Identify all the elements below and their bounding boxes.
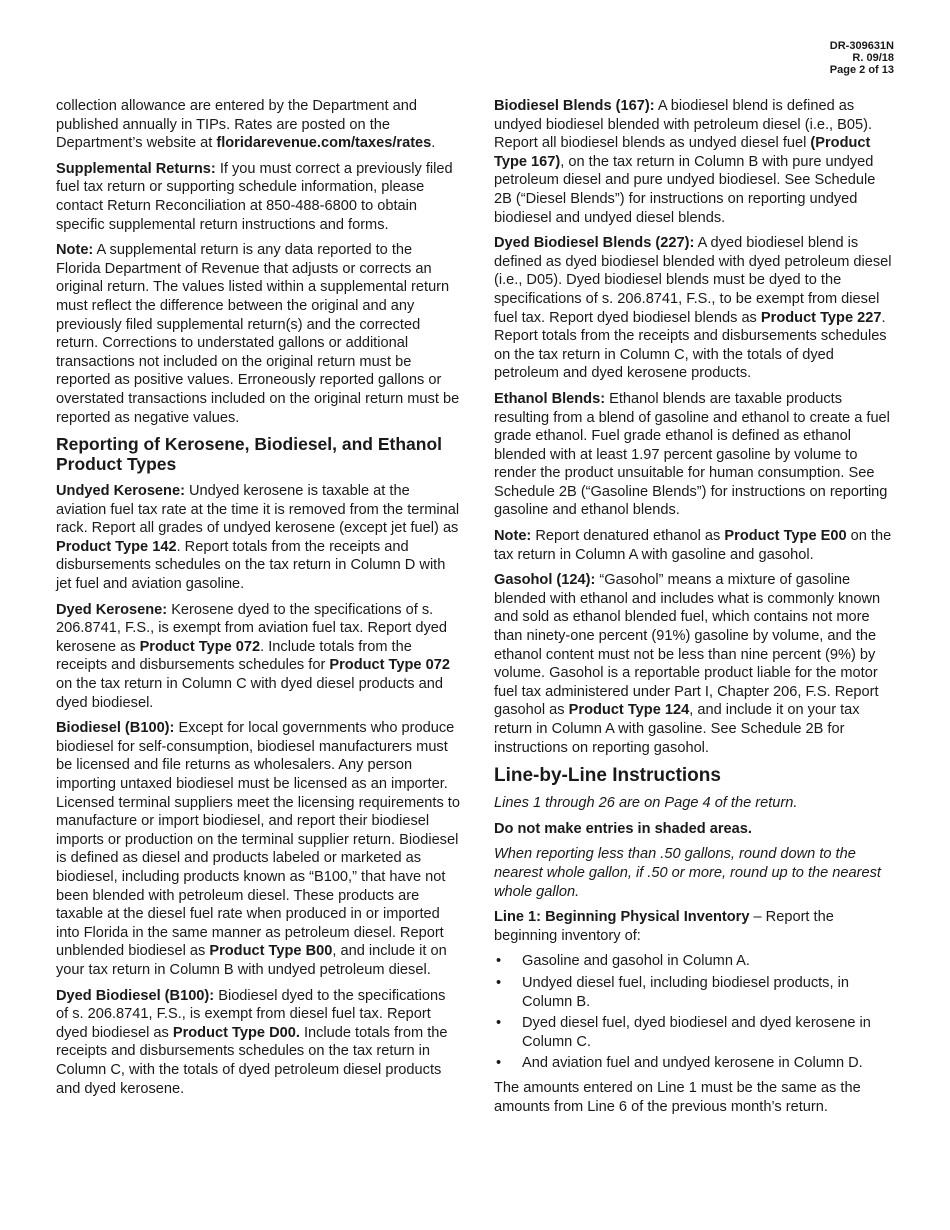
lines-location-note: Lines 1 through 26 are on Page 4 of the return. xyxy=(494,795,798,812)
line1-closing-note: The amounts entered on Line 1 must be the same as the amounts from Line 6 of the previous month’s return. xyxy=(494,1079,861,1115)
dyed-biodiesel-blends-paragraph: Dyed Biodiesel Blends (227): A dyed biodiesel blend is defined as dyed biodiesel blended with dyed petroleum diesel (i.e., D05). Dyed biodiesel blends must be dyed to the specifications of s. 206.8741, F.S., to be exempt from diesel fuel tax. Report dyed biodiesel blends as Product Type 227. Report totals from the receipts and disbursements schedules on the tax return in Column C, with the totals of dyed petroleum and dyed kerosene products. xyxy=(494,235,892,382)
dyed-kerosene-paragraph: Dyed Kerosene: Kerosene dyed to the specifications of s. 206.8741, F.S., is exempt from aviation fuel tax. Report dyed kerosene as Product Type 072. Include totals from the receipts and disbursements schedules for Product Type 072 on the tax return in Column C with dyed diesel products and dyed biodiesel. xyxy=(56,601,450,711)
revision-date: R. 09/18 xyxy=(852,52,894,64)
form-number: DR-309631N xyxy=(829,40,894,52)
website-link: floridarevenue.com/taxes/rates xyxy=(216,135,432,152)
line-by-line-heading: Line-by-Line Instructions xyxy=(494,765,721,787)
line1-column-list xyxy=(494,952,896,1073)
section-heading: Reporting of Kerosene, Biodiesel, and Ethanol Product Types xyxy=(56,434,443,475)
line1-instruction: Line 1: Beginning Physical Inventory – Report the beginning inventory of: xyxy=(494,909,834,944)
biodiesel-blends-paragraph: Biodiesel Blends (167): A biodiesel blend is defined as undyed biodiesel blended with petroleum diesel (i.e., B05). Report all biodiesel blends as undyed diesel fuel (Product Type 167), on the tax return in Column B with pure undyed petroleum diesel and pure undyed biodiesel. See Schedule 2B (“Diesel Blends”) for instructions on reporting undyed biodiesel and undyed diesel blends. xyxy=(494,98,876,226)
gasohol-paragraph: Gasohol (124): “Gasohol” means a mixture of gasoline blended with ethanol and includes what is commonly known and sold as ethanol blended fuel, which contains not more than ninety-one percent (91%) gasoline by volume, and the ethanol content must not be less than nine percent (9%) by volume. Gasohol is a reportable product liable for the motor fuel tax administered under Part I, Chapter 206, F.S. Report gasohol as Product Type 124, and include it on your tax return in Column A with gasoline. See Schedule 2B for instructions on reporting gasohol. xyxy=(494,572,881,756)
list-item: • Undyed diesel fuel, including biodiesel products, in Column B. xyxy=(494,974,896,1011)
right-column xyxy=(494,97,896,1123)
denatured-ethanol-note: Note: Report denatured ethanol as Product Type E00 on the tax return in Column A with gasoline and gasohol. xyxy=(494,528,892,563)
undyed-kerosene-paragraph: Undyed Kerosene: Undyed kerosene is taxable at the aviation fuel tax rate at the time it is removed from the terminal rack. Report all grades of undyed kerosene (except jet fuel) as Product Type 142. Report totals from the receipts and disbursements schedules on the tax return in Column D with jet fuel and aviation gasoline. xyxy=(56,483,460,593)
list-item: • Dyed diesel fuel, dyed biodiesel and dyed kerosene in Column C. xyxy=(494,1014,896,1051)
shaded-areas-warning: Do not make entries in shaded areas. xyxy=(494,820,752,837)
supplemental-returns-paragraph: Supplemental Returns: If you must correct a previously filed fuel tax return or supporting schedule information, please contact Return Reconciliation at 850-488-6800 to obtain specific supplemental return instructions and forms. xyxy=(56,160,453,233)
dyed-biodiesel-b100-paragraph: Dyed Biodiesel (B100): Biodiesel dyed to the specifications of s. 206.8741, F.S., is exempt from diesel fuel tax. Report dyed biodiesel as Product Type D00. Include totals from the receipts and disbursements schedules on the tax return in Column C, with the totals of dyed petroleum diesel products and dyed kerosene. xyxy=(56,987,448,1097)
biodiesel-b100-paragraph: Biodiesel (B100): Except for local governments who produce biodiesel for self-consumption, biodiesel manufacturers must be licensed and file returns as wholesalers. Any person importing untaxed biodiesel must be licensed as an importer. Licensed terminal suppliers meet the licensing requirements to manufacture or import biodiesel, and report their biodiesel imports or production on the terminal supplier return. Biodiesel is defined as diesel and products labeled or marketed as biodiesel, including products known as “B100,” that have not been blended with petroleum diesel. These products are taxable at the diesel fuel rate when produced in or imported into Florida in the same manner as petroleum diesel. Report unblended biodiesel as Product Type B00, and include it on your tax return in Column B with undyed petroleum diesel. xyxy=(56,720,460,978)
page-indicator: Page 2 of 13 xyxy=(829,64,894,76)
list-item: • Gasoline and gasohol in Column A. xyxy=(494,952,896,971)
form-header xyxy=(830,40,894,76)
note-paragraph: Note: A supplemental return is any data reported to the Florida Department of Revenue that adjusts or corrects an original return. The values listed within a supplemental return must reflect the difference between the original and any previously filed supplemental return(s) and the corrected return. Corrections to understated gallons or additional transactions not included on the original return must be reported as positive values. Erroneously reported gallons or overstated transactions included on the original return must be reported as negative values. xyxy=(56,242,460,426)
list-item: • And aviation fuel and undyed kerosene in Column D. xyxy=(494,1054,896,1073)
ethanol-blends-paragraph: Ethanol Blends: Ethanol blends are taxable products resulting from a blend of gasoline and ethanol to create a fuel grade ethanol. Fuel grade ethanol is defined as ethanol blended with at least 1.97 percent gasoline by volume to render the product unsuitable for human consumption. See Schedule 2B (“Gasoline Blends”) for instructions on reporting gasoline and ethanol blends. xyxy=(494,390,890,519)
intro-paragraph: collection allowance are entered by the Department and published annually in TIPs. Rates are posted on the Department’s website at floridarevenue.com/taxes/rates. xyxy=(56,98,436,152)
left-column xyxy=(56,97,460,1105)
rounding-instruction: When reporting less than .50 gallons, round down to the nearest whole gallon, if .50 or more, round up to the nearest whole gallon. xyxy=(494,846,881,900)
